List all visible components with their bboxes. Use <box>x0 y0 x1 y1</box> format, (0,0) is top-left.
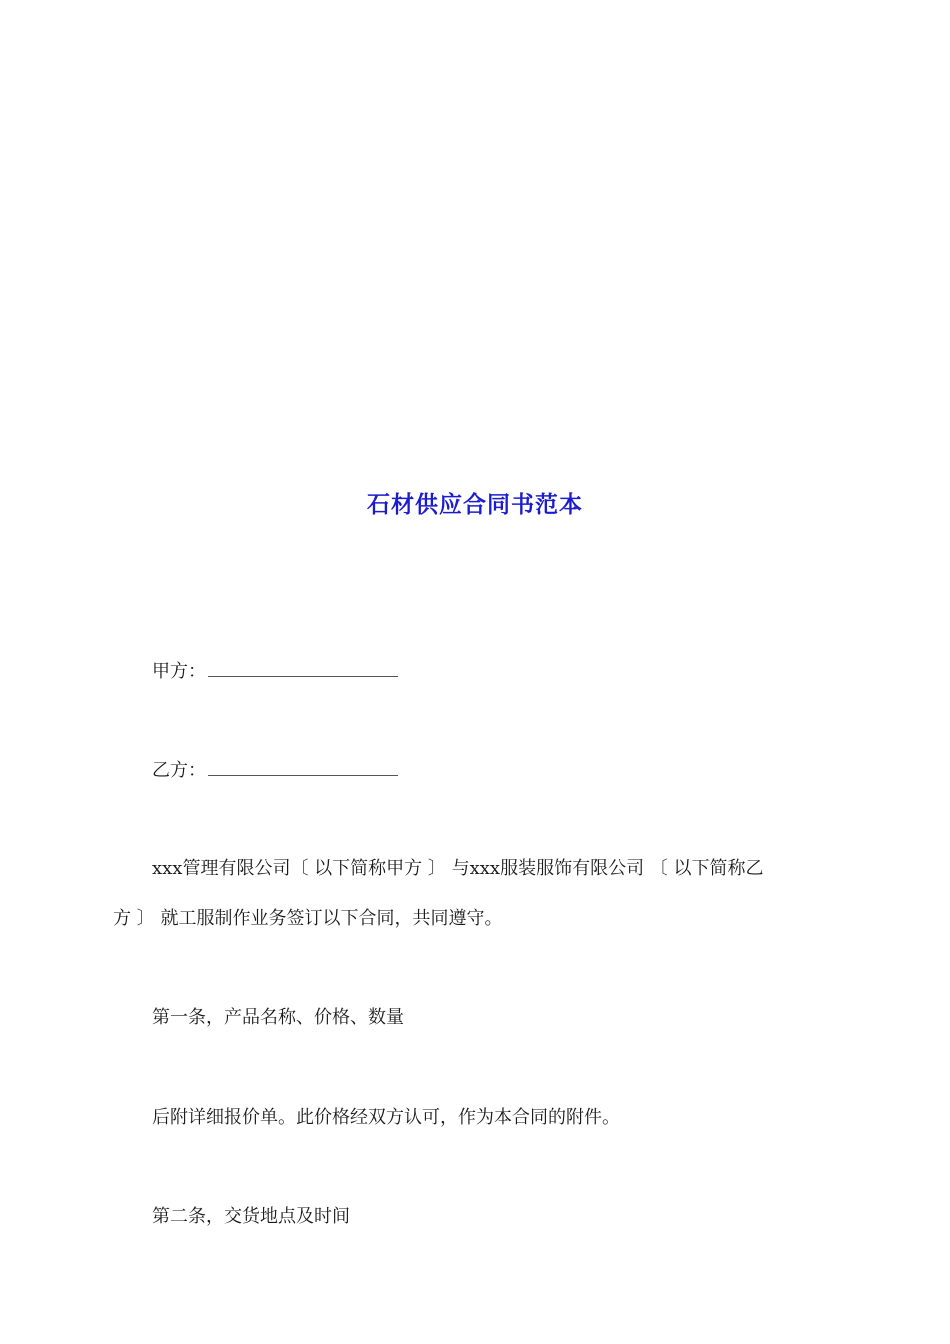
party-a-line <box>152 660 398 684</box>
intro-paragraph-line2: 方 〕 就工服制作业务签订以下合同，共同遵守。 <box>113 908 503 929</box>
article2-heading: 第二条，交货地点及时间 <box>152 1206 350 1227</box>
document-title: 石材供应合同书范本 <box>367 491 583 518</box>
article1-heading: 第一条，产品名称、价格、数量 <box>152 1007 404 1028</box>
party-b-blank <box>208 759 398 776</box>
party-a-label: 甲方： <box>152 661 206 682</box>
party-b-label: 乙方： <box>152 760 206 781</box>
party-b-line <box>152 759 398 783</box>
intro-paragraph-line1: xxx管理有限公司〔 以下简称甲方 〕 与xxx服装服饰有限公司 〔 以下简称乙 <box>152 858 764 879</box>
article1-text: 后附详细报价单。此价格经双方认可，作为本合同的附件。 <box>152 1107 620 1128</box>
party-a-blank <box>208 660 398 677</box>
